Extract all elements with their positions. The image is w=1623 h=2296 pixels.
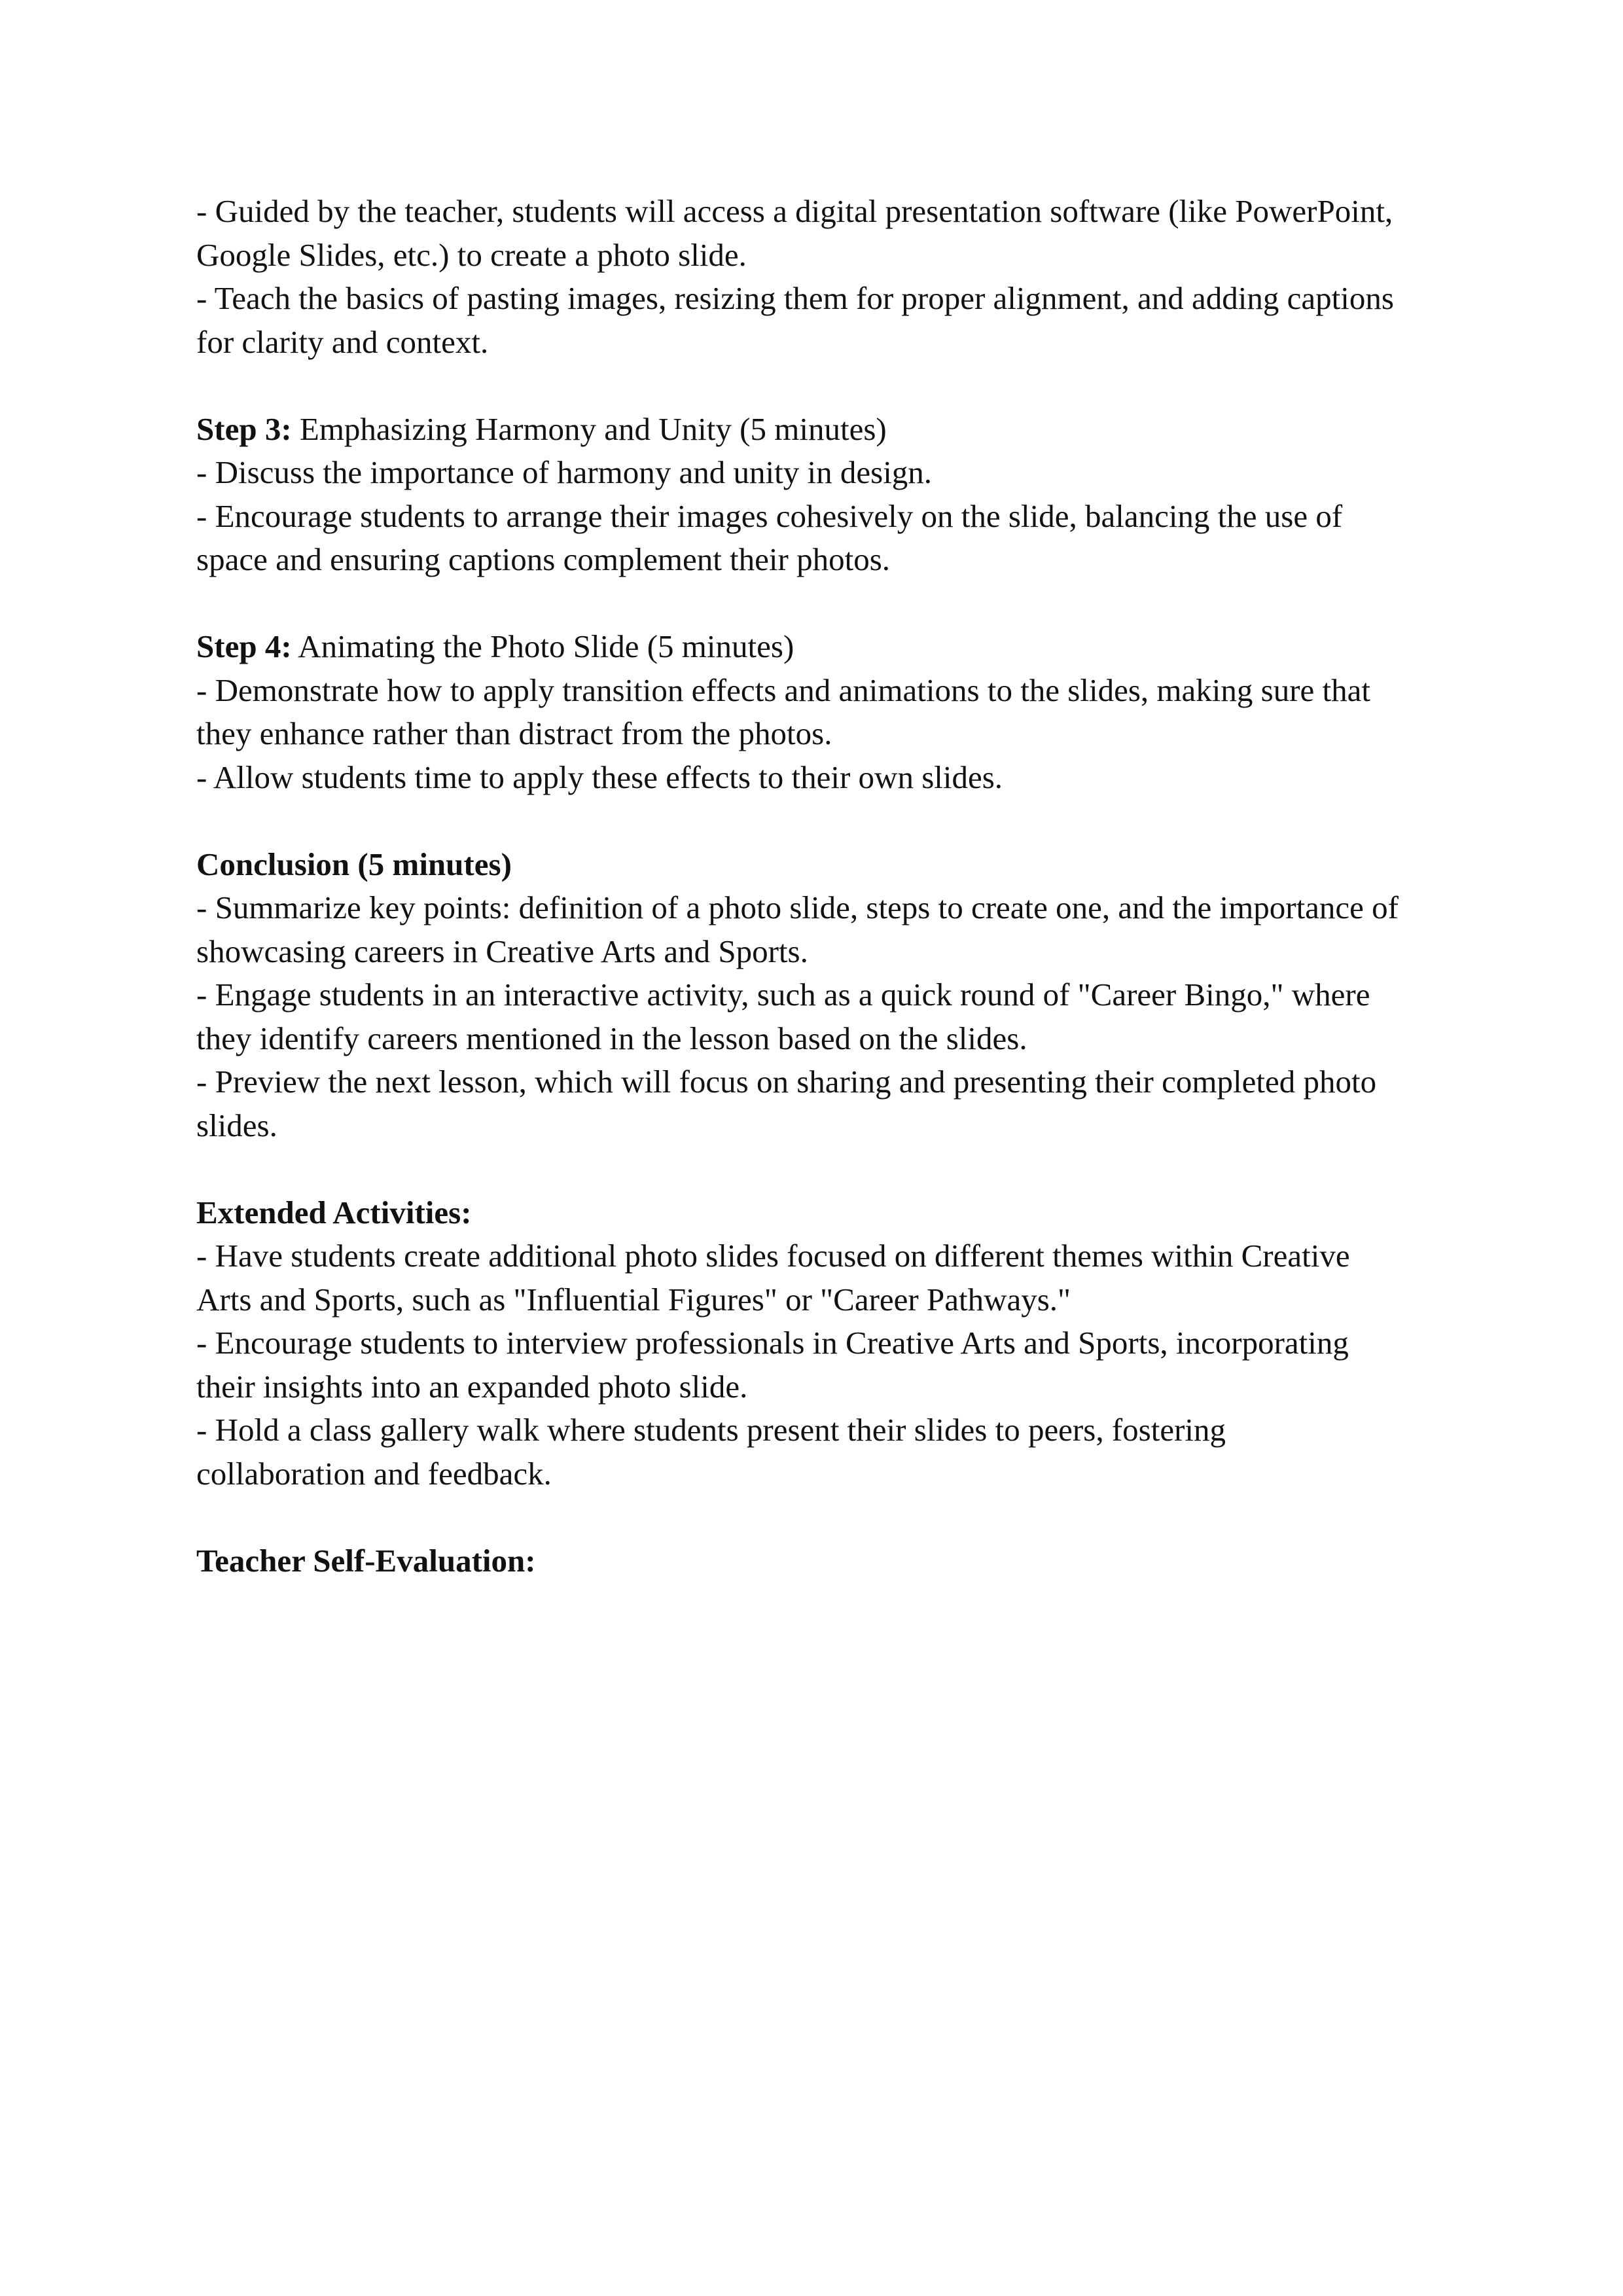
step4-label: Step 4: xyxy=(196,628,292,664)
step4-line-3: - Allow students time to apply these effects to their own slides. xyxy=(196,759,1003,795)
extended-line-4: their insights into an expanded photo slide. xyxy=(196,1368,748,1405)
extended-section xyxy=(196,1191,1440,1496)
step3-line-1: - Discuss the importance of harmony and unity in design. xyxy=(196,454,933,490)
extended-line-6: collaboration and feedback. xyxy=(196,1455,552,1492)
conclusion-line-3: - Engage students in an interactive activity, such as a quick round of "Career Bingo," where xyxy=(196,977,1370,1013)
step3-label: Step 3: xyxy=(196,410,292,447)
extended-line-3: - Encourage students to interview professionals in Creative Arts and Sports, incorporating xyxy=(196,1325,1349,1361)
step4-title: Animating the Photo Slide (5 minutes) xyxy=(291,628,794,664)
paragraph-spacer xyxy=(196,582,1440,626)
paragraph-spacer xyxy=(196,1496,1440,1539)
paragraph-spacer xyxy=(196,1147,1440,1191)
intro-paragraph xyxy=(196,190,1440,364)
extended-line-2: Arts and Sports, such as "Influential Figures" or "Career Pathways." xyxy=(196,1281,1071,1318)
extended-line-5: - Hold a class gallery walk where students present their slides to peers, fostering xyxy=(196,1412,1226,1448)
intro-line-2: Google Slides, etc.) to create a photo slide. xyxy=(196,236,747,273)
self-evaluation-section xyxy=(196,1539,1440,1583)
extended-heading: Extended Activities: xyxy=(196,1194,472,1230)
conclusion-line-2: showcasing careers in Creative Arts and Sports. xyxy=(196,933,808,969)
step3-section xyxy=(196,408,1440,582)
extended-line-1: - Have students create additional photo slides focused on different themes within Creative xyxy=(196,1238,1350,1274)
step4-line-1: - Demonstrate how to apply transition effects and animations to the slides, making sure that xyxy=(196,672,1371,708)
intro-line-3: - Teach the basics of pasting images, resizing them for proper alignment, and adding captions xyxy=(196,280,1394,316)
paragraph-spacer xyxy=(196,799,1440,843)
intro-line-1: - Guided by the teacher, students will access a digital presentation software (like PowerPoint, xyxy=(196,193,1393,229)
step4-line-2: they enhance rather than distract from the photos. xyxy=(196,715,832,751)
conclusion-line-4: they identify careers mentioned in the lesson based on the slides. xyxy=(196,1020,1027,1056)
conclusion-line-6: slides. xyxy=(196,1107,277,1143)
conclusion-section xyxy=(196,843,1440,1148)
conclusion-line-1: - Summarize key points: definition of a photo slide, steps to create one, and the importance of xyxy=(196,889,1399,925)
conclusion-heading: Conclusion (5 minutes) xyxy=(196,846,512,882)
document-page xyxy=(196,190,1440,1583)
self-evaluation-heading: Teacher Self-Evaluation: xyxy=(196,1542,536,1579)
step3-line-2: - Encourage students to arrange their images cohesively on the slide, balancing the use of xyxy=(196,497,1343,534)
conclusion-line-5: - Preview the next lesson, which will focus on sharing and presenting their completed photo xyxy=(196,1064,1377,1100)
intro-line-4: for clarity and context. xyxy=(196,323,489,360)
paragraph-spacer xyxy=(196,364,1440,408)
step3-line-3: space and ensuring captions complement their photos. xyxy=(196,541,891,577)
step3-heading xyxy=(196,408,1440,452)
step4-section xyxy=(196,625,1440,799)
step3-title: Emphasizing Harmony and Unity (5 minutes) xyxy=(291,410,887,447)
step4-heading xyxy=(196,625,1440,669)
